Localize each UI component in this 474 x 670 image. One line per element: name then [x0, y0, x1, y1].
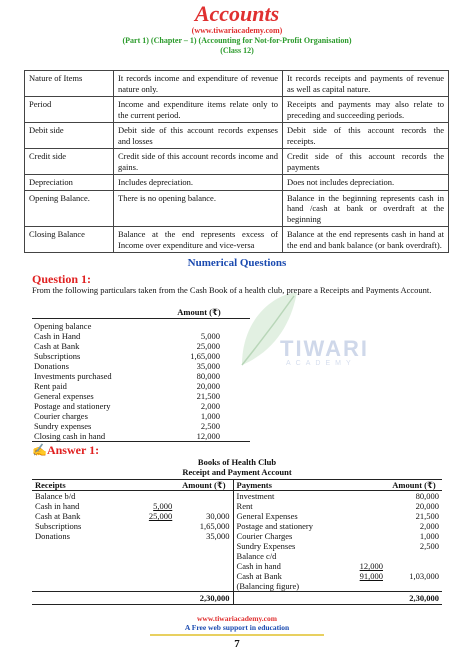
- receipt-item: [32, 581, 120, 592]
- question-amount: 25,000: [196, 341, 220, 351]
- comparison-basis: Depreciation: [25, 175, 114, 191]
- account-row: [32, 521, 442, 531]
- comparison-row: [25, 190, 449, 227]
- comparison-basis: Opening Balance.: [25, 190, 114, 227]
- payment-item: Cash in hand: [233, 561, 332, 571]
- question-amount: 21,500: [196, 391, 220, 401]
- item-header: [32, 306, 148, 319]
- question-amount: 1,65,000: [190, 351, 220, 361]
- question-row: [32, 319, 250, 332]
- payment-amount: 1,03,000: [409, 571, 439, 581]
- account-row: [32, 531, 442, 541]
- receipt-item: [32, 571, 120, 581]
- comparison-table: [24, 70, 449, 253]
- question-row: [32, 371, 250, 381]
- payment-amount: 20,000: [415, 501, 439, 511]
- account-row: [32, 511, 442, 521]
- payment-item: Sundry Expenses: [233, 541, 332, 551]
- pen-icon: ✍: [32, 443, 47, 457]
- payment-sub-amount: [332, 581, 386, 592]
- receipt-sub-amount: [120, 551, 175, 561]
- payments-amount-header: Amount (₹): [386, 480, 442, 491]
- receipt-sub-amount: 25,000: [148, 511, 173, 521]
- question-row: [32, 391, 250, 401]
- question-label: Question 1:: [32, 272, 92, 286]
- comparison-basis: Credit side: [25, 149, 114, 175]
- question-item: Subscriptions: [34, 351, 81, 361]
- payment-sub-amount: [332, 531, 386, 541]
- payment-item: Cash at Bank: [233, 571, 332, 581]
- question-row: [32, 431, 250, 442]
- receipt-item: Cash in hand: [35, 501, 80, 511]
- header-url[interactable]: (www.tiwariacademy.com): [191, 26, 283, 35]
- income-expenditure-cell: Income and expenditure items relate only to the current period.: [114, 97, 283, 123]
- receipt-amount: [175, 581, 233, 592]
- comparison-row: [25, 71, 449, 97]
- answer-label: ✍Answer 1:: [32, 443, 100, 457]
- account-title: Receipt and Payment Account: [182, 467, 292, 477]
- account-row: [32, 581, 442, 592]
- receipts-payments-cell: Does not includes depreciation.: [283, 175, 449, 191]
- income-expenditure-cell: It records income and expenditure of revenue nature only.: [114, 71, 283, 97]
- total-spacer: [233, 592, 332, 605]
- question-item: Sundry expenses: [34, 421, 92, 431]
- receipts-total: 2,30,000: [175, 592, 233, 605]
- receipt-amount: [175, 501, 233, 511]
- payment-sub-amount: [332, 551, 386, 561]
- payment-item: Balance c/d: [233, 551, 332, 561]
- comparison-basis: Closing Balance: [25, 227, 114, 253]
- receipt-item: [32, 541, 120, 551]
- question-item: Cash in Hand: [34, 331, 81, 341]
- payment-item: Postage and stationery: [233, 521, 332, 531]
- payment-amount: 2,000: [419, 521, 439, 531]
- receipt-item: [32, 551, 120, 561]
- receipts-header: Receipts: [32, 480, 120, 491]
- page-number: 7: [234, 638, 240, 650]
- payments-total: 2,30,000: [386, 592, 442, 605]
- account-row: [32, 501, 442, 511]
- account-row: [32, 491, 442, 502]
- receipt-amount: 30,000: [206, 511, 230, 521]
- question-amount: 2,500: [200, 421, 220, 431]
- receipt-amount: [175, 551, 233, 561]
- receipt-amount: 35,000: [206, 531, 230, 541]
- receipt-item: Donations: [35, 531, 70, 541]
- receipts-payments-table: [32, 479, 442, 605]
- account-row: [32, 551, 442, 561]
- question-table: [32, 306, 250, 442]
- account-row: [32, 541, 442, 551]
- footer-divider: [150, 634, 324, 636]
- receipt-sub-amount: [120, 581, 175, 592]
- income-expenditure-cell: Balance at the end represents excess of Income over expenditure and vice-versa: [114, 227, 283, 253]
- question-row: [32, 381, 250, 391]
- question-row: [32, 411, 250, 421]
- receipt-item: Subscriptions: [35, 521, 82, 531]
- payments-header: Payments: [233, 480, 332, 491]
- income-expenditure-cell: Includes depreciation.: [114, 175, 283, 191]
- payment-sub-amount: [332, 521, 386, 531]
- account-title-block: [0, 457, 474, 477]
- question-amount: 20,000: [196, 381, 220, 391]
- question-item: Donations: [34, 361, 69, 371]
- receipts-payments-cell: Balance at the end represents cash in hand at the end and bank balance (or bank overdraft).: [283, 227, 449, 253]
- page-header: [0, 2, 474, 56]
- payment-item: Courier Charges: [233, 531, 332, 541]
- payment-sub-amount: [332, 501, 386, 511]
- question-amount: 80,000: [196, 371, 220, 381]
- payment-amount: [386, 581, 442, 592]
- income-expenditure-cell: Credit side of this account records income and gains.: [114, 149, 283, 175]
- payment-amount: 1,000: [419, 531, 439, 541]
- payment-item: Investment: [233, 491, 332, 502]
- question-item: General expenses: [34, 391, 94, 401]
- watermark-text: TIWARI: [280, 336, 369, 361]
- section-heading: Numerical Questions: [187, 257, 287, 269]
- question-item: Opening balance: [34, 321, 92, 331]
- receipt-item: Balance b/d: [35, 491, 76, 501]
- watermark-subtext: ACADEMY: [286, 360, 356, 367]
- payment-amount: 80,000: [415, 491, 439, 501]
- receipts-payments-cell: Balance in the beginning represents cash in hand /cash at bank or overdraft at the beginning: [283, 190, 449, 227]
- question-amount: 12,000: [148, 431, 250, 442]
- question-item: Courier charges: [34, 411, 88, 421]
- question-item: Postage and stationery: [34, 401, 111, 411]
- page-footer: [0, 614, 474, 632]
- receipt-sub-amount: [120, 571, 175, 581]
- payment-sub-amount: 12,000: [359, 561, 383, 571]
- header-class: (Class 12): [220, 46, 254, 55]
- question-amount: 1,000: [200, 411, 220, 421]
- receipt-sub-amount: [120, 531, 175, 541]
- payment-sub-amount: 91,000: [359, 571, 383, 581]
- receipt-amount: [175, 561, 233, 571]
- payment-amount: [386, 551, 442, 561]
- receipt-item: [32, 561, 120, 571]
- comparison-row: [25, 149, 449, 175]
- question-amount: 35,000: [196, 361, 220, 371]
- page-title: Accounts: [194, 1, 280, 26]
- receipt-sub-amount: 5,000: [153, 501, 173, 511]
- payment-item: (Balancing figure): [233, 581, 332, 592]
- payment-amount: 2,500: [419, 541, 439, 551]
- footer-tagline: A Free web support in education: [184, 623, 290, 632]
- payment-amount: [386, 561, 442, 571]
- total-spacer: [332, 592, 386, 605]
- total-spacer: [32, 592, 120, 605]
- comparison-row: [25, 175, 449, 191]
- question-item: Cash at Bank: [34, 341, 80, 351]
- total-spacer: [120, 592, 175, 605]
- comparison-row: [25, 97, 449, 123]
- comparison-basis: Debit side: [25, 123, 114, 149]
- question-item: Rent paid: [34, 381, 67, 391]
- question-item: Closing cash in hand: [32, 431, 148, 442]
- payment-sub-amount: [332, 541, 386, 551]
- comparison-row: [25, 227, 449, 253]
- payment-sub-amount: [332, 511, 386, 521]
- amount-header: Amount (₹): [148, 306, 250, 319]
- question-row: [32, 341, 250, 351]
- payment-item: Rent: [233, 501, 332, 511]
- receipts-amount-header: Amount (₹): [175, 480, 233, 491]
- account-row: [32, 571, 442, 581]
- receipts-payments-cell: Credit side of this account records the payments: [283, 149, 449, 175]
- receipt-amount: [175, 491, 233, 502]
- payment-sub-amount: [332, 491, 386, 502]
- income-expenditure-cell: Debit side of this account records expenses and losses: [114, 123, 283, 149]
- receipt-amount: [175, 541, 233, 551]
- receipt-sub-amount: [120, 521, 175, 531]
- receipt-amount: [175, 571, 233, 581]
- question-row: [32, 351, 250, 361]
- question-row: [32, 331, 250, 341]
- receipts-payments-cell: It records receipts and payments of revenue as well as capital nature.: [283, 71, 449, 97]
- question-text: From the following particulars taken from the Cash Book of a health club, prepare a Receipts and Payments Account.: [32, 285, 432, 295]
- income-expenditure-cell: There is no opening balance.: [114, 190, 283, 227]
- receipt-item: Cash at Bank: [35, 511, 81, 521]
- payment-item: General Expenses: [233, 511, 332, 521]
- question-amount: 5,000: [200, 331, 220, 341]
- payment-amount: 21,500: [415, 511, 439, 521]
- header-chapter: (Part 1) (Chapter – 1) (Accounting for Not-for-Profit Organisation): [122, 36, 352, 45]
- question-row: [32, 421, 250, 431]
- footer-url[interactable]: www.tiwariacademy.com: [197, 614, 277, 623]
- total-row: [32, 592, 442, 605]
- receipt-sub-amount: [120, 491, 175, 502]
- question-row: [32, 361, 250, 371]
- account-row: [32, 561, 442, 571]
- receipts-payments-cell: Debit side of this account records the receipts.: [283, 123, 449, 149]
- receipts-payments-cell: Receipts and payments may also relate to preceding and succeeding periods.: [283, 97, 449, 123]
- receipt-amount: 1,65,000: [199, 521, 230, 531]
- question-amount: 2,000: [200, 401, 220, 411]
- receipt-sub-amount: [120, 541, 175, 551]
- comparison-basis: Nature of Items: [25, 71, 114, 97]
- comparison-basis: Period: [25, 97, 114, 123]
- comparison-row: [25, 123, 449, 149]
- question-amount: [148, 319, 250, 332]
- book-title: Books of Health Club: [197, 457, 277, 467]
- question-item: Investments purchased: [34, 371, 112, 381]
- receipt-sub-amount: [120, 561, 175, 571]
- question-row: [32, 401, 250, 411]
